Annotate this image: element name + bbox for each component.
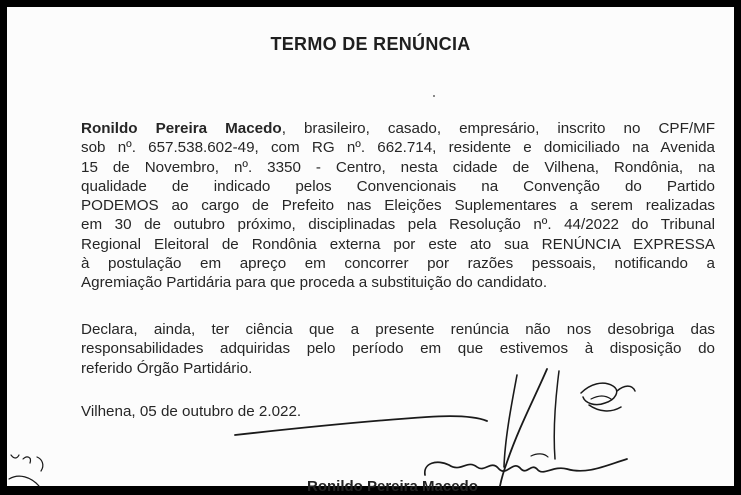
declarant-name: Ronildo Pereira Macedo <box>81 120 282 137</box>
paragraph-line: qualidade de indicado pelos Convencionais na Convenção do Partido <box>81 177 715 195</box>
paragraph-line: Ronildo Pereira Macedo, brasileiro, casado, empresário, inscrito no CPF/MF <box>81 120 715 137</box>
paragraph-line: sob nº. 657.538.602-49, com RG nº. 662.714, residente e domiciliado na Avenida <box>81 139 715 157</box>
place-and-date: Vilhena, 05 de outubro de 2.022. <box>81 403 302 420</box>
paragraph-line: à postulação em apreço em concorrer por razões pessoais, notificando a <box>81 255 715 273</box>
document-title: TERMO DE RENÚNCIA <box>270 34 471 54</box>
paragraph-line: PODEMOS ao cargo de Prefeito nas Eleições Suplementares a serem realizadas <box>81 197 715 215</box>
paragraph-line: responsabilidades adquiridas pelo período em que estivemos à disposição do <box>81 340 715 358</box>
paragraph-line: Regional Eleitoral de Rondônia externa por este ato sua RENÚNCIA EXPRESSA <box>81 235 715 253</box>
paragraph-line: Declara, ainda, ter ciência que a presente renúncia não nos desobriga das <box>81 321 715 338</box>
paragraph-line: Agremiação Partidária para que proceda a substituição do candidato. <box>81 274 548 292</box>
handwritten-signature <box>7 7 734 486</box>
paragraph-line: referido Órgão Partidário. <box>81 359 253 377</box>
paragraph-line: em 30 de outubro próximo, disciplinadas pela Resolução nº. 44/2022 do Tribunal <box>81 216 715 234</box>
signatory-name: Ronildo Pereira Macedo <box>307 478 478 495</box>
document-page <box>7 7 734 495</box>
paragraph-line: 15 de Novembro, nº. 3350 - Centro, nesta cidade de Vilhena, Rondônia, na <box>81 158 715 176</box>
